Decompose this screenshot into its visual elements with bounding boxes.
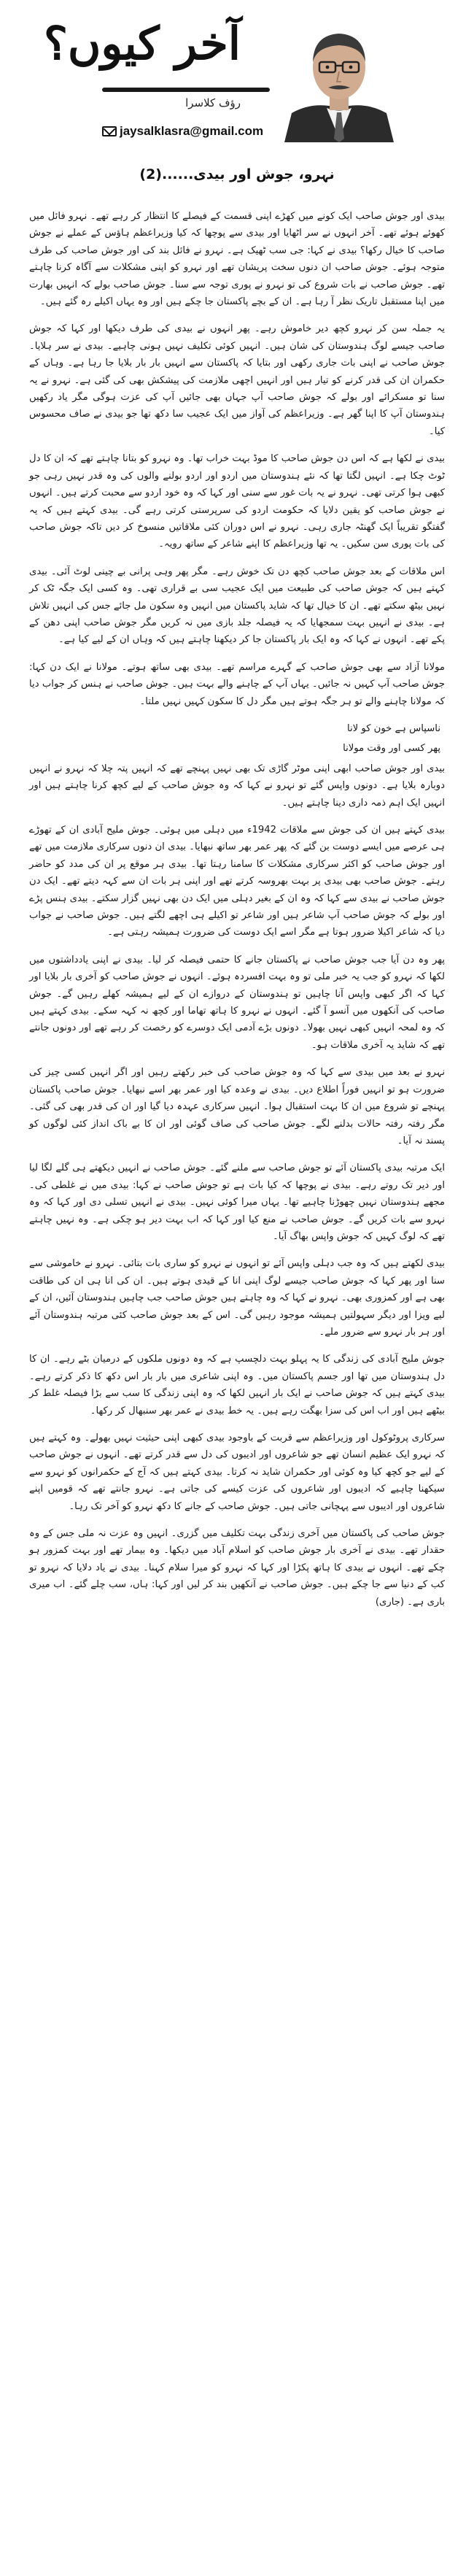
poetry-verse: ناسپاس ہے خون کو لانا	[346, 722, 440, 734]
article-paragraph: نہرو نے بعد میں بیدی سے کہا کہ وہ جوش صاحب کی خبر رکھتے رہیں اور اگر انہیں کسی چیز کی ضرورت ہو تو انہیں فوراً اطلاع دیں۔ بیدی نے وعدہ کیا اور عمر بھر اسے نبھایا۔ جوش صاحب پاکستان پہنچے تو شروع میں ان کا بہت استقبال ہوا۔ انہیں سرکاری عہدہ دیا گیا اور ان کی قدر بھی کی گئی۔ مگر رفتہ رفتہ حالات بدلنے لگے۔ جوش صاحب کی صاف گوئی اور ان کا بے باک انداز کئی لوگوں کو پسند نہ آیا۔	[29, 1067, 445, 1146]
article-paragraph: جوش صاحب کی پاکستان میں آخری زندگی بہت تکلیف میں گزری۔ انہیں وہ عزت نہ ملی جس کے وہ حقدار تھے۔ بیدی نے آخری بار جوش صاحب کو اسلام آباد میں دیکھا۔ وہ بیمار تھے اور بہت کمزور ہو چکے تھے۔ انہوں نے بیدی کا ہاتھ پکڑا اور کہا کہ نہرو کو میرا سلام کہنا۔ بیدی نے یاد دلایا کہ نہرو تو کب کے دنیا سے جا چکے ہیں۔ جوش صاحب نے آنکھیں بند کر لیں اور کہا: ہاں، سب چلے گئے۔ اب میری باری ہے۔ (جاری)	[29, 1528, 445, 1608]
column-title: آخر کیوں؟	[43, 17, 241, 70]
author-name: رؤف کلاسرا	[185, 96, 241, 109]
author-portrait-illustration	[277, 22, 401, 142]
column-header	[29, 0, 445, 182]
envelope-icon	[102, 126, 117, 136]
article-paragraph: بیدی لکھتے ہیں کہ وہ جب دہلی واپس آئے تو انہوں نے نہرو کو ساری بات بتائی۔ نہرو نے خاموشی سے سنا اور پھر کہا کہ جوش صاحب جیسے لوگ اپنی انا کے قیدی ہوتے ہیں۔ ان کی انا ہی ان کی طاقت بھی ہے اور کمزوری بھی۔ نہرو نے کہا کہ وہ چاہتے ہیں جوش صاحب جب چاہیں ہندوستان آئیں، ان کے لیے ویزا اور دیگر سہولتیں ہمیشہ موجود رہیں گی۔ اس کے بعد جوش صاحب کئی مرتبہ ہندوستان آئے اور ہر بار نہرو سے ضرور ملے۔	[29, 1258, 445, 1338]
author-portrait	[277, 22, 401, 142]
article-paragraph: جوش ملیح آبادی کی زندگی کا یہ پہلو بہت دلچسپ ہے کہ وہ دونوں ملکوں کے درمیان بٹے رہے۔ ان کا دل ہندوستان میں تھا اور جسم پاکستان میں۔ وہ اپنی شاعری میں بار بار اس دکھ کا ذکر کرتے رہے۔ بیدی کہتے ہیں کہ جوش صاحب نے ایک بار انہیں لکھا کہ وہ اپنی زندگی کا سب سے بڑا فیصلہ غلط کر بیٹھے ہیں اور اب اس کی سزا بھگت رہے ہیں۔ یہ خط بیدی نے عمر بھر سنبھال کر رکھا۔	[29, 1354, 445, 1416]
article-paragraph: بیدی اور جوش صاحب ایک کونے میں کھڑے اپنی قسمت کے فیصلے کا انتظار کر رہے تھے۔ نہرو فائل میں کھوئے ہوئے تھے۔ آخر انہوں نے سر اٹھایا اور بیدی سے پوچھا کہ کیا وزیراعظم ہاؤس کے عملے نے جوش صاحب کا خیال رکھا؟ بیدی نے کہا: جی سب ٹھیک ہے۔ نہرو نے فائل بند کی اور جوش صاحب کی طرف متوجہ ہوئے۔ جوش صاحب ان دنوں سخت پریشان تھے اور نہرو کو اپنی مشکلات سے آگاہ کرنا چاہتے تھے۔ جوش صاحب نے بات شروع کی تو نہرو نے پوری توجہ سے سنا۔ جوش صاحب بولے کہ انہیں بھارت میں اپنا مستقبل تاریک نظر آ رہا ہے۔ ان کے بچے پاکستان جا چکے ہیں اور وہ یہاں اکیلے رہ گئے ہیں۔	[29, 211, 445, 308]
column-logo	[43, 15, 270, 139]
column-title-underline	[102, 88, 270, 92]
article-paragraph: بیدی کہتے ہیں ان کی جوش سے ملاقات 1942ء میں دہلی میں ہوئی۔ جوش ملیح آبادی ان کے تھوڑے ہی عرصے میں ایسے دوست بن گئے کہ پھر عمر بھر ساتھ نبھایا۔ بیدی ان دنوں سرکاری ملازمت میں تھے اور جوش صاحب کو اکثر سرکاری مشکلات کا سامنا رہتا تھا۔ بیدی ہر موقع پر ان کی مدد کو حاضر رہتے۔ جوش صاحب بھی بیدی پر بہت بھروسہ کرتے تھے اور اپنی ہر بات ان سے کہہ دیتے تھے۔ ایک دن جوش صاحب نے بیدی سے کہا کہ وہ ان کے بغیر دہلی میں ایک دن بھی نہیں گزار سکتے۔ بیدی ہنس پڑے اور بولے کہ جوش صاحب آپ شاعر ہیں اور شاعر تو اکیلے ہی اچھے لگتے ہیں۔ جوش صاحب نے جواب دیا کہ شاعر اکیلا ضرور ہوتا ہے مگر اسے ایک دوست کی ضرورت ہمیشہ رہتی ہے۔	[29, 825, 445, 938]
article-headline: نہرو، جوش اور بیدی......(2)	[139, 166, 335, 182]
article-paragraph: اس ملاقات کے بعد جوش صاحب کچھ دن تک خوش رہے۔ مگر پھر وہی پرانی بے چینی لوٹ آئی۔ بیدی کہتے ہیں کہ جوش صاحب کی طبیعت میں ایک عجیب سی بے قراری تھی۔ وہ کسی ایک جگہ ٹک کر نہیں بیٹھ سکتے تھے۔ ان کا خیال تھا کہ شاید پاکستان میں انہیں وہ سکون مل جائے جس کی انہیں تلاش ہے۔ بیدی نے انہیں بہت سمجھایا کہ یہ فیصلہ جلد بازی میں نہ کریں مگر جوش صاحب اپنی دھن کے پکے تھے۔ انہوں نے کہا کہ وہ ایک بار پاکستان جا کر دیکھنا چاہتے ہیں کہ وہاں ان کے لیے کیا ہے۔	[29, 566, 445, 646]
article-paragraph: بیدی اور جوش صاحب ابھی اپنی موٹر گاڑی تک بھی نہیں پہنچے تھے کہ انہیں پتہ چلا کہ نہرو نے انہیں دوبارہ بلایا ہے۔ دونوں واپس گئے تو نہرو نے کہا کہ وہ جوش صاحب کے لیے کچھ کرنا چاہتے ہیں اور انہیں ایک اہم ذمہ داری دینا چاہتے ہیں۔	[29, 763, 445, 809]
article-paragraph: پھر وہ دن آیا جب جوش صاحب نے پاکستان جانے کا حتمی فیصلہ کر لیا۔ بیدی نے اپنی یادداشتوں میں لکھا کہ نہرو کو جب یہ خبر ملی تو وہ بہت افسردہ ہوئے۔ انہوں نے جوش صاحب کو آخری بار بلایا اور کہا کہ اگر کبھی واپس آنا چاہیں تو ہندوستان کے دروازے ان کے لیے ہمیشہ کھلے رہیں گے۔ جوش صاحب کی آنکھوں میں آنسو آ گئے۔ انہوں نے نہرو کا ہاتھ تھاما اور کچھ نہ کہہ سکے۔ بیدی کہتے ہیں کہ وہ لمحہ انہیں کبھی نہیں بھولا۔ دونوں بڑے آدمی ایک دوسرے کو رخصت کر رہے تھے اور دونوں جانتے تھے کہ شاید یہ آخری ملاقات ہو۔	[29, 954, 445, 1051]
article-paragraph: یہ جملہ سن کر نہرو کچھ دیر خاموش رہے۔ پھر انہوں نے بیدی کی طرف دیکھا اور کہا کہ جوش صاحب جیسے لوگ ہندوستان کی شان ہیں۔ انہیں کوئی تکلیف نہیں ہونی چاہیے۔ بیدی نے سر ہلایا۔ جوش صاحب نے اپنی بات جاری رکھی اور بتایا کہ پاکستان سے انہیں بار بار بلایا جا رہا ہے۔ وہاں کے حکمران ان کی قدر کرنے کو تیار ہیں اور انہیں اچھی ملازمت کی پیشکش بھی کی گئی ہے۔ نہرو نے یہ سنا تو مسکرائے اور بولے کہ جوش صاحب آپ جہاں بھی جائیں آپ کی عزت ہوگی مگر یاد رکھیں ہندوستان آپ کا اپنا گھر ہے۔ وزیراعظم کی آواز میں ایک عجیب سا دکھ تھا جو بیدی نے صاف محسوس کیا۔	[29, 323, 445, 437]
article-paragraph: سرکاری پروٹوکول اور وزیراعظم سے قربت کے باوجود بیدی کبھی اپنی حیثیت نہیں بھولے۔ وہ کہتے ہیں کہ نہرو ایک عظیم انسان تھے جو شاعروں اور ادیبوں کی دل سے قدر کرتے تھے۔ انہوں نے جوش صاحب کے لیے جو کچھ کیا وہ کوئی اور حکمران شاید نہ کرتا۔ بیدی کہتے ہیں کہ آج کے حکمرانوں کو نہرو سے سیکھنا چاہیے کہ ادیبوں اور شاعروں کی عزت کیسے کی جاتی ہے۔ نہرو جانتے تھے کہ قومیں اپنے شاعروں اور ادیبوں سے پہچانی جاتی ہیں۔ جوش صاحب کے جانے کا دکھ نہرو کو آخر تک رہا۔	[29, 1432, 445, 1512]
article-paragraph: بیدی نے لکھا ہے کہ اس دن جوش صاحب کا موڈ بہت خراب تھا۔ وہ نہرو کو بتانا چاہتے تھے کہ ان کا دل ٹوٹ چکا ہے۔ انہیں لگتا تھا کہ نئے ہندوستان میں اردو اور اردو بولنے والوں کی وہ قدر نہیں رہی جو کبھی ہوا کرتی تھی۔ نہرو نے یہ بات غور سے سنی اور کہا کہ وہ خود اردو سے محبت کرتے ہیں۔ انہوں نے جوش صاحب کو یقین دلایا کہ حکومت اردو کی سرپرستی کرتی رہے گی۔ بیدی کہتے ہیں کہ یہ گفتگو تقریباً ایک گھنٹہ جاری رہی۔ نہرو نے اس دوران کئی ملاقاتیں منسوخ کر دیں تاکہ جوش صاحب کی بات پوری سن سکیں۔ یہ تھا وزیراعظم کا اپنے شاعر کے ساتھ رویہ۔	[29, 453, 445, 550]
poetry-verse: پھر کسی اور وقت مولانا	[343, 743, 440, 755]
article-paragraph: مولانا آزاد سے بھی جوش صاحب کے گہرے مراسم تھے۔ بیدی بھی ساتھ ہوتے۔ مولانا نے ایک دن کہا: جوش صاحب آپ کہیں نہ جائیں۔ یہاں آپ کے چاہنے والے بہت ہیں۔ جوش صاحب نے ہنس کر جواب دیا کہ مولانا چاہنے والے تو ہر جگہ ہوتے ہیں مگر دل کا سکون کہیں نہیں ملتا۔	[29, 661, 445, 707]
author-email-text: jaysalklasra@gmail.com	[120, 124, 264, 138]
article-body	[29, 208, 445, 1621]
author-email	[102, 124, 263, 139]
article-paragraph: ایک مرتبہ بیدی پاکستان آئے تو جوش صاحب سے ملنے گئے۔ جوش صاحب نے انہیں دیکھتے ہی گلے لگا لیا اور دیر تک روتے رہے۔ بیدی نے پوچھا کہ کیا بات ہے تو جوش صاحب نے کہا: بیدی میں نے غلطی کی۔ مجھے ہندوستان نہیں چھوڑنا چاہیے تھا۔ یہاں میرا کوئی نہیں۔ بیدی نے انہیں تسلی دی اور کہا کہ وہ نہرو سے بات کریں گے۔ جوش صاحب نے منع کیا اور کہا کہ اب بہت دیر ہو چکی ہے۔ وہ نہیں چاہتے تھے کہ لوگ کہیں کہ جوش واپس بھاگ آیا۔	[29, 1162, 445, 1242]
